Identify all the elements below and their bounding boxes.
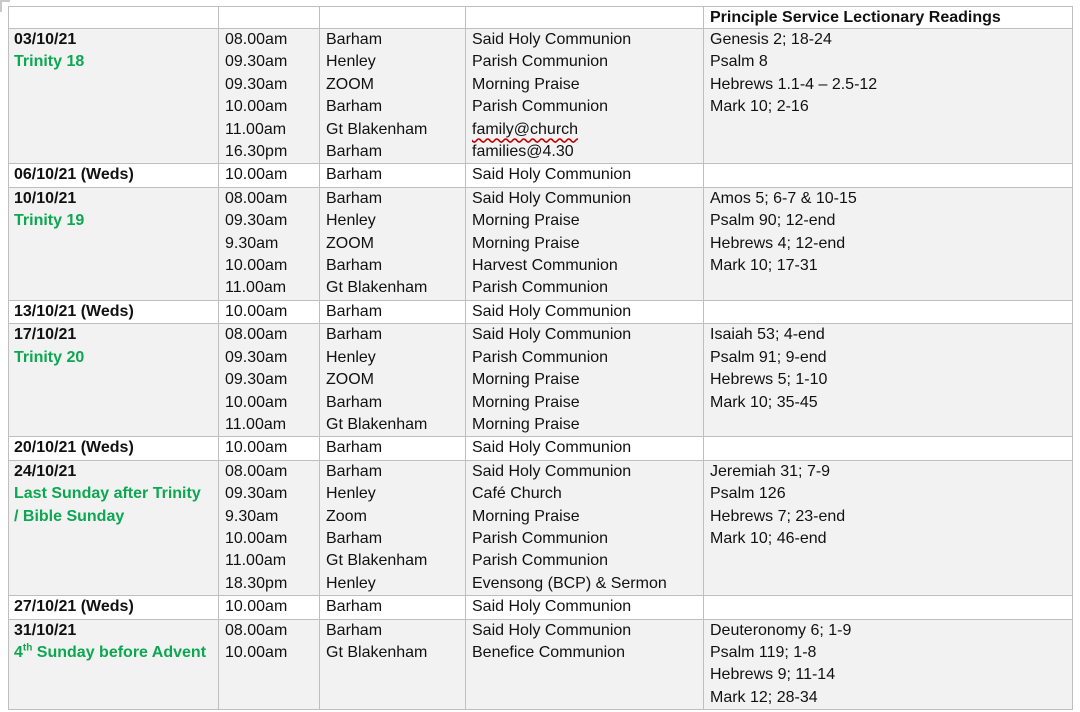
column-header-empty bbox=[320, 7, 466, 29]
time-text: 09.30am bbox=[225, 212, 288, 230]
reading-text: Hebrews 5; 1-10 bbox=[710, 371, 828, 389]
time-text: 08.00am bbox=[225, 326, 288, 344]
time-text: 08.00am bbox=[225, 621, 288, 639]
location-text: Barham bbox=[326, 439, 383, 457]
location-text: Barham bbox=[326, 326, 383, 344]
service-text: Parish Communion bbox=[472, 53, 609, 71]
reading-text: Hebrews 7; 23-end bbox=[710, 507, 846, 525]
location-cell bbox=[320, 29, 466, 164]
reading-text: Amos 5; 6-7 & 10-15 bbox=[710, 189, 857, 207]
service-schedule-table bbox=[8, 6, 1073, 710]
location-cell bbox=[320, 460, 466, 595]
service-cell bbox=[466, 596, 704, 619]
location-cell bbox=[320, 324, 466, 437]
location-text: Barham bbox=[326, 143, 383, 161]
time-text: 09.30am bbox=[225, 371, 288, 389]
location-text: Barham bbox=[326, 393, 383, 411]
time-text: 10.00am bbox=[225, 643, 288, 661]
location-text: Henley bbox=[326, 485, 376, 503]
time-text: 11.00am bbox=[225, 279, 287, 297]
reading-text: Deuteronomy 6; 1-9 bbox=[710, 621, 852, 639]
location-cell bbox=[320, 437, 466, 460]
service-text: Said Holy Communion bbox=[472, 439, 632, 457]
location-text: Barham bbox=[326, 31, 383, 48]
time-cell bbox=[219, 596, 320, 619]
location-text: Barham bbox=[326, 302, 383, 320]
table-row bbox=[9, 164, 1073, 187]
readings-cell bbox=[704, 300, 1073, 323]
reading-text: Mark 10; 17-31 bbox=[710, 257, 818, 275]
table-row bbox=[9, 596, 1073, 619]
season-text: Trinity 19 bbox=[14, 212, 85, 230]
time-text: 10.00am bbox=[225, 166, 288, 184]
readings-cell bbox=[704, 460, 1073, 595]
column-header-readings: Principle Service Lectionary Readings bbox=[704, 7, 1073, 29]
table-row bbox=[9, 619, 1073, 710]
time-cell bbox=[219, 619, 320, 710]
readings-cell bbox=[704, 164, 1073, 187]
table-row bbox=[9, 460, 1073, 595]
time-text: 09.30am bbox=[225, 348, 288, 366]
location-text: Barham bbox=[326, 529, 383, 547]
date-text: 13/10/21 (Weds) bbox=[14, 302, 134, 320]
time-text: 08.00am bbox=[225, 189, 288, 207]
service-text bbox=[472, 119, 697, 141]
service-text: Morning Praise bbox=[472, 371, 580, 389]
location-text: Henley bbox=[326, 53, 376, 71]
service-cell bbox=[466, 437, 704, 460]
readings-cell bbox=[704, 29, 1073, 164]
time-cell bbox=[219, 324, 320, 437]
service-text: Said Holy Communion bbox=[472, 598, 632, 616]
service-text: Harvest Communion bbox=[472, 257, 618, 275]
time-text: 9.30am bbox=[225, 507, 279, 525]
location-text: Gt Blakenham bbox=[326, 643, 428, 661]
date-cell bbox=[9, 300, 219, 323]
time-cell bbox=[219, 164, 320, 187]
date-text: 10/10/21 bbox=[14, 189, 77, 207]
time-text: 10.00am bbox=[225, 439, 288, 457]
date-cell bbox=[9, 29, 219, 164]
time-text: 11.00am bbox=[225, 552, 287, 570]
time-cell bbox=[219, 300, 320, 323]
table-row bbox=[9, 324, 1073, 437]
location-text: Henley bbox=[326, 574, 376, 592]
location-text: Barham bbox=[326, 98, 383, 116]
time-text: 10.00am bbox=[225, 302, 288, 320]
location-text: Henley bbox=[326, 212, 376, 230]
location-cell bbox=[320, 300, 466, 323]
readings-cell bbox=[704, 596, 1073, 619]
date-cell bbox=[9, 324, 219, 437]
location-cell bbox=[320, 596, 466, 619]
service-text: Parish Communion bbox=[472, 279, 609, 297]
location-text: Zoom bbox=[326, 507, 367, 525]
location-text: Barham bbox=[326, 166, 383, 184]
season-text: Trinity 18 bbox=[14, 53, 85, 71]
time-text: 08.00am bbox=[225, 462, 288, 480]
location-cell bbox=[320, 164, 466, 187]
service-cell bbox=[466, 164, 704, 187]
time-text: 09.30am bbox=[225, 485, 288, 503]
readings-cell bbox=[704, 437, 1073, 460]
time-text: 11.00am bbox=[225, 120, 287, 138]
service-text: Said Holy Communion bbox=[472, 31, 632, 48]
service-text: Morning Praise bbox=[472, 393, 580, 411]
time-text: 10.00am bbox=[225, 98, 288, 116]
service-text: Parish Communion bbox=[472, 98, 609, 116]
date-cell bbox=[9, 187, 219, 300]
time-text: 9.30am bbox=[225, 234, 279, 252]
reading-text: Psalm 126 bbox=[710, 485, 786, 503]
service-text: Parish Communion bbox=[472, 348, 609, 366]
time-text: 16.30pm bbox=[225, 143, 288, 161]
location-text: Henley bbox=[326, 348, 376, 366]
date-text: 24/10/21 bbox=[14, 462, 77, 480]
reading-text: Isaiah 53; 4-end bbox=[710, 326, 825, 344]
service-text: Said Holy Communion bbox=[472, 166, 632, 184]
date-text: 03/10/21 bbox=[14, 31, 77, 48]
table-row bbox=[9, 437, 1073, 460]
date-cell bbox=[9, 619, 219, 710]
service-cell bbox=[466, 619, 704, 710]
service-text: Café Church bbox=[472, 485, 562, 503]
readings-cell bbox=[704, 619, 1073, 710]
date-text: 17/10/21 bbox=[14, 326, 77, 344]
time-cell bbox=[219, 460, 320, 595]
reading-text: Genesis 2; 18-24 bbox=[710, 31, 832, 48]
location-text: Gt Blakenham bbox=[326, 415, 428, 433]
service-text: Said Holy Communion bbox=[472, 302, 632, 320]
location-text: Barham bbox=[326, 189, 383, 207]
location-text: Gt Blakenham bbox=[326, 120, 428, 138]
date-text: 20/10/21 (Weds) bbox=[14, 439, 134, 457]
reading-text: Mark 12; 28-34 bbox=[710, 688, 818, 706]
time-text: 09.30am bbox=[225, 53, 288, 71]
header-row bbox=[9, 7, 1073, 29]
location-text: Barham bbox=[326, 257, 383, 275]
service-text: Evensong (BCP) & Sermon bbox=[472, 574, 667, 592]
time-text: 10.00am bbox=[225, 393, 288, 411]
service-cell bbox=[466, 324, 704, 437]
location-text: ZOOM bbox=[326, 75, 374, 93]
time-text: 10.00am bbox=[225, 598, 288, 616]
column-header-empty bbox=[9, 7, 219, 29]
time-text: 18.30pm bbox=[225, 574, 288, 592]
time-text: 10.00am bbox=[225, 529, 288, 547]
service-text: Said Holy Communion bbox=[472, 462, 632, 480]
readings-cell bbox=[704, 324, 1073, 437]
location-cell bbox=[320, 619, 466, 710]
time-text: 10.00am bbox=[225, 257, 288, 275]
reading-text: Psalm 8 bbox=[710, 53, 768, 71]
reading-text: Hebrews 4; 12-end bbox=[710, 234, 846, 252]
service-text: Morning Praise bbox=[472, 75, 580, 93]
reading-text: Mark 10; 2-16 bbox=[710, 98, 809, 116]
reading-text: Jeremiah 31; 7-9 bbox=[710, 462, 831, 480]
time-text: 08.00am bbox=[225, 31, 288, 48]
service-cell bbox=[466, 29, 704, 164]
table-header bbox=[9, 7, 1073, 29]
service-text: Benefice Communion bbox=[472, 643, 625, 661]
service-text: Parish Communion bbox=[472, 529, 609, 547]
service-text: Said Holy Communion bbox=[472, 326, 632, 344]
season-text: Last Sunday after Trinity bbox=[14, 485, 201, 503]
misspelled-word: family@church bbox=[472, 120, 579, 138]
time-cell bbox=[219, 187, 320, 300]
date-cell bbox=[9, 437, 219, 460]
date-cell bbox=[9, 164, 219, 187]
date-text: 27/10/21 (Weds) bbox=[14, 598, 134, 616]
location-text: ZOOM bbox=[326, 371, 374, 389]
table-row bbox=[9, 187, 1073, 300]
date-cell bbox=[9, 596, 219, 619]
reading-text: Mark 10; 46-end bbox=[710, 529, 827, 547]
date-text: 31/10/21 bbox=[14, 621, 77, 639]
time-text: 09.30am bbox=[225, 75, 288, 93]
location-text: Barham bbox=[326, 621, 383, 639]
location-text: Gt Blakenham bbox=[326, 279, 428, 297]
service-text: Parish Communion bbox=[472, 552, 609, 570]
time-cell bbox=[219, 437, 320, 460]
service-cell bbox=[466, 300, 704, 323]
reading-text: Psalm 119; 1-8 bbox=[710, 643, 817, 661]
season-text: 4th Sunday before Advent bbox=[14, 642, 207, 661]
service-cell bbox=[466, 460, 704, 595]
service-text: Morning Praise bbox=[472, 234, 580, 252]
location-text: Barham bbox=[326, 598, 383, 616]
season-text: / Bible Sunday bbox=[14, 507, 125, 525]
table-body bbox=[9, 29, 1073, 710]
location-cell bbox=[320, 187, 466, 300]
location-text: ZOOM bbox=[326, 234, 374, 252]
reading-text: Mark 10; 35-45 bbox=[710, 393, 818, 411]
service-text: Said Holy Communion bbox=[472, 189, 632, 207]
table-row bbox=[9, 300, 1073, 323]
column-header-empty bbox=[219, 7, 320, 29]
location-text: Gt Blakenham bbox=[326, 552, 428, 570]
reading-text: Hebrews 1.1-4 – 2.5-12 bbox=[710, 75, 878, 93]
date-cell bbox=[9, 460, 219, 595]
service-text: Morning Praise bbox=[472, 212, 580, 230]
column-header-empty bbox=[466, 7, 704, 29]
season-text: Trinity 20 bbox=[14, 348, 85, 366]
time-cell bbox=[219, 29, 320, 164]
service-text: Morning Praise bbox=[472, 507, 580, 525]
service-text: Morning Praise bbox=[472, 415, 580, 433]
table-row bbox=[9, 29, 1073, 164]
reading-text: Psalm 91; 9-end bbox=[710, 348, 827, 366]
reading-text: Hebrews 9; 11-14 bbox=[710, 666, 836, 684]
service-cell bbox=[466, 187, 704, 300]
readings-cell bbox=[704, 187, 1073, 300]
time-text: 11.00am bbox=[225, 415, 287, 433]
service-text: Said Holy Communion bbox=[472, 621, 632, 639]
reading-text: Psalm 90; 12-end bbox=[710, 212, 836, 230]
date-text: 06/10/21 (Weds) bbox=[14, 166, 134, 184]
location-text: Barham bbox=[326, 462, 383, 480]
service-text: families@4.30 bbox=[472, 143, 574, 161]
